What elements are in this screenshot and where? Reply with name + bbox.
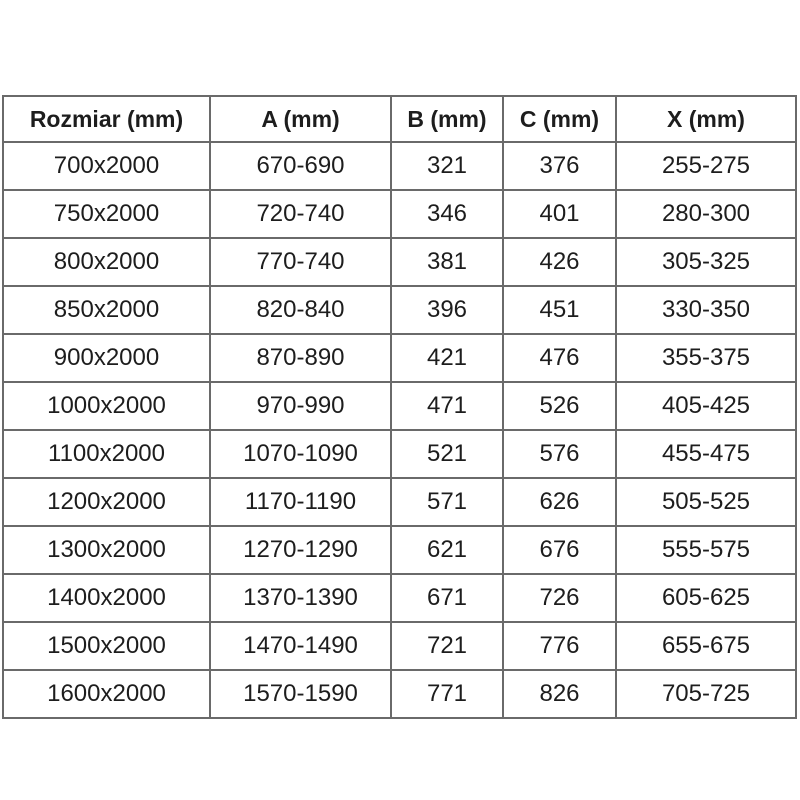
cell-x: 505-525 [616, 478, 796, 526]
header-row [3, 96, 796, 142]
cell-a: 1170-1190 [210, 478, 391, 526]
cell-rozmiar: 900x2000 [3, 334, 210, 382]
cell-rozmiar: 1400x2000 [3, 574, 210, 622]
table-row [3, 574, 796, 622]
cell-c: 476 [503, 334, 616, 382]
table-row [3, 670, 796, 718]
table-row [3, 526, 796, 574]
cell-x: 605-625 [616, 574, 796, 622]
table-row [3, 622, 796, 670]
cell-b: 396 [391, 286, 503, 334]
cell-b: 621 [391, 526, 503, 574]
cell-rozmiar: 1100x2000 [3, 430, 210, 478]
cell-c: 401 [503, 190, 616, 238]
cell-a: 1370-1390 [210, 574, 391, 622]
cell-rozmiar: 1500x2000 [3, 622, 210, 670]
table-row [3, 478, 796, 526]
cell-b: 771 [391, 670, 503, 718]
cell-c: 451 [503, 286, 616, 334]
table-row [3, 334, 796, 382]
cell-b: 381 [391, 238, 503, 286]
table-row [3, 382, 796, 430]
cell-x: 355-375 [616, 334, 796, 382]
table-header [3, 96, 796, 142]
cell-c: 676 [503, 526, 616, 574]
cell-c: 626 [503, 478, 616, 526]
cell-b: 721 [391, 622, 503, 670]
cell-b: 471 [391, 382, 503, 430]
cell-x: 655-675 [616, 622, 796, 670]
cell-c: 726 [503, 574, 616, 622]
cell-x: 255-275 [616, 142, 796, 190]
cell-a: 820-840 [210, 286, 391, 334]
cell-x: 330-350 [616, 286, 796, 334]
cell-c: 576 [503, 430, 616, 478]
cell-a: 1070-1090 [210, 430, 391, 478]
cell-x: 305-325 [616, 238, 796, 286]
cell-rozmiar: 750x2000 [3, 190, 210, 238]
cell-a: 770-740 [210, 238, 391, 286]
column-header-b: B (mm) [391, 96, 503, 142]
cell-c: 776 [503, 622, 616, 670]
cell-rozmiar: 1600x2000 [3, 670, 210, 718]
cell-x: 405-425 [616, 382, 796, 430]
column-header-c: C (mm) [503, 96, 616, 142]
cell-b: 571 [391, 478, 503, 526]
cell-x: 555-575 [616, 526, 796, 574]
column-header-x: X (mm) [616, 96, 796, 142]
cell-x: 705-725 [616, 670, 796, 718]
cell-b: 421 [391, 334, 503, 382]
column-header-rozmiar: Rozmiar (mm) [3, 96, 210, 142]
column-header-a: A (mm) [210, 96, 391, 142]
table-row [3, 142, 796, 190]
cell-a: 970-990 [210, 382, 391, 430]
cell-b: 671 [391, 574, 503, 622]
cell-x: 455-475 [616, 430, 796, 478]
cell-rozmiar: 800x2000 [3, 238, 210, 286]
cell-b: 321 [391, 142, 503, 190]
cell-x: 280-300 [616, 190, 796, 238]
cell-rozmiar: 1200x2000 [3, 478, 210, 526]
table-row [3, 430, 796, 478]
cell-a: 720-740 [210, 190, 391, 238]
table-body [3, 142, 796, 718]
cell-a: 670-690 [210, 142, 391, 190]
cell-rozmiar: 700x2000 [3, 142, 210, 190]
size-specification-table [2, 95, 797, 719]
cell-c: 376 [503, 142, 616, 190]
cell-a: 1470-1490 [210, 622, 391, 670]
cell-a: 1570-1590 [210, 670, 391, 718]
cell-a: 870-890 [210, 334, 391, 382]
cell-a: 1270-1290 [210, 526, 391, 574]
table-row [3, 286, 796, 334]
cell-b: 346 [391, 190, 503, 238]
cell-c: 526 [503, 382, 616, 430]
cell-rozmiar: 1000x2000 [3, 382, 210, 430]
cell-rozmiar: 850x2000 [3, 286, 210, 334]
cell-b: 521 [391, 430, 503, 478]
table-row [3, 190, 796, 238]
cell-c: 426 [503, 238, 616, 286]
cell-rozmiar: 1300x2000 [3, 526, 210, 574]
cell-c: 826 [503, 670, 616, 718]
table-row [3, 238, 796, 286]
